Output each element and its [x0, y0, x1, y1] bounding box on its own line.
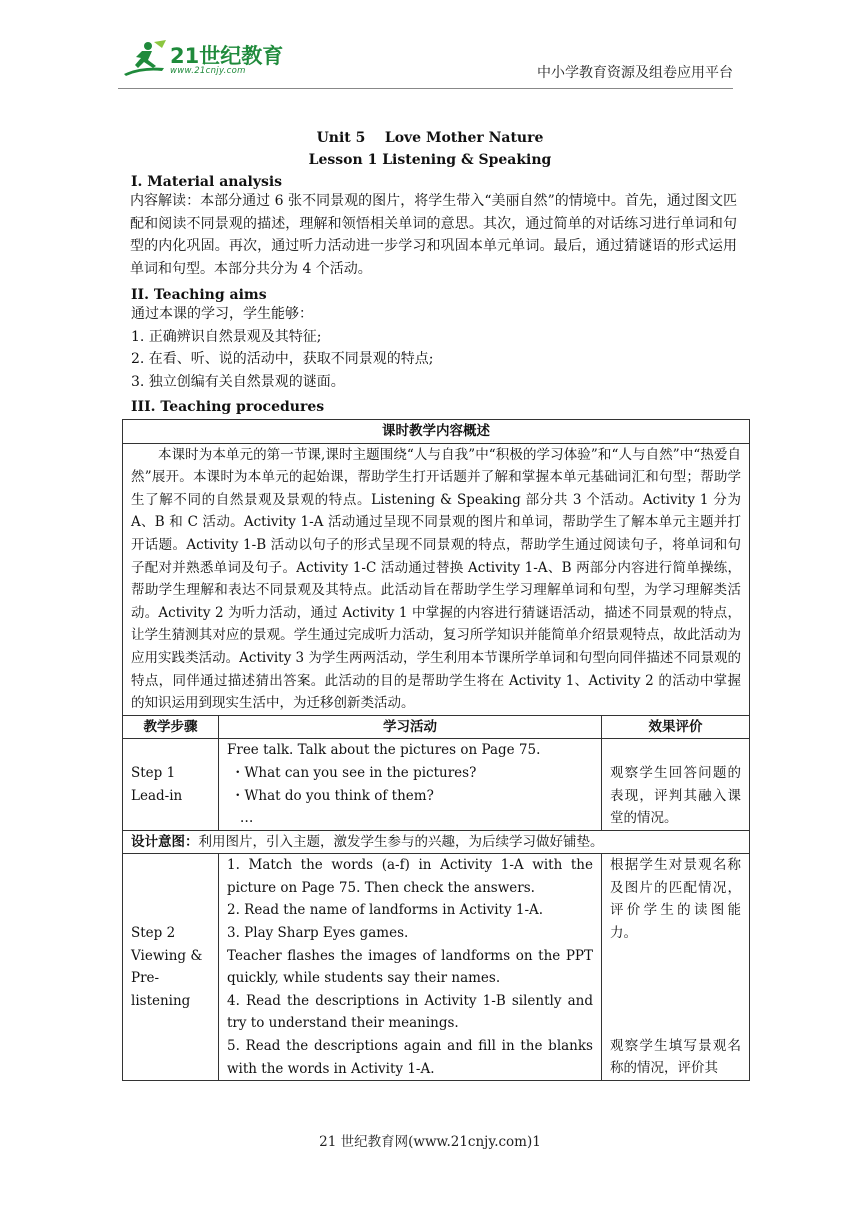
table-row	[123, 443, 750, 715]
overview-body: 本课时为本单元的第一节课,课时主题围绕“人与自我”中“积极的学习体验”和“人与自然”中“热爱自然”展开。本课时为本单元的起始课，帮助学生打开话题并了解和掌握本单元基础词汇和句型；帮助学生了解不同的自然景观及景观的特点。Listening & Speaking 部分共 3 个活动。Activity 1 分为 A、B 和 C 活动。Activity 1-A 活动通过呈现不同景观的图片和单词，帮助学生了解本单元主题并打开话题。Activity 1-B 活动以句子的形式呈现不同景观的特点，帮助学生通过阅读句子，将单词和句子配对并熟悉单词及句子。Activity 1-C 活动通过替换 Activity 1-A、B 两部分内容进行简单操练，帮助学生理解和表达不同景观及其特点。此活动旨在帮助学生学习理解单词和句型，为学习理解类活动。Activity 2 为听力活动，通过 Activity 1 中掌握的内容进行猜谜语活动，描述不同景观的特点，让学生猜测其对应的景观。学生通过完成听力活动，复习所学知识并能简单介绍景观特点，故此活动为应用实践类活动。Activity 3 为学生两两活动，学生利用本节课所学单词和句型向同伴描述不同景观的特点，同伴通过描述猜出答案。此活动的目的是帮助学生将在 Activity 1、Activity 2 的活动中掌握的知识运用到现实生活中，为迁移创新类活动。	[123, 443, 750, 715]
header-divider	[118, 88, 733, 89]
table-row	[123, 420, 750, 444]
evaluation-text: 观察学生填写景观名称的情况，评价其	[610, 1037, 742, 1077]
aim-item: 2. 在看、听、说的活动中，获取不同景观的特点;	[131, 351, 434, 367]
activity-cell	[219, 739, 602, 830]
header-platform-name: 中小学教育资源及组卷应用平台	[537, 65, 733, 81]
column-header: 学习活动	[219, 715, 602, 739]
column-header: 效果评价	[602, 715, 750, 739]
lesson-title: Lesson 1 Listening & Speaking	[308, 152, 552, 168]
section-heading: III. Teaching procedures	[131, 399, 325, 415]
evaluation-cell	[602, 854, 750, 1081]
section-heading: I. Material analysis	[131, 174, 283, 190]
step-label: Step 2	[131, 925, 176, 942]
activity-line: 5. Read the descriptions again and fill in the blanks with the words in Activity 1-A.	[227, 1038, 593, 1077]
activity-cell	[219, 854, 602, 1081]
runner-logo-icon	[118, 38, 170, 82]
design-intent-label: 设计意图：	[131, 833, 199, 850]
aim-item: 1. 正确辨识自然景观及其特征;	[131, 328, 322, 345]
evaluation-text: 根据学生对景观名称及图片的匹配情况，评价学生的读图能力。	[610, 857, 742, 942]
activity-line: Free talk. Talk about the pictures on Page 75.	[227, 742, 541, 759]
design-intent-cell	[123, 830, 750, 854]
activity-line: 3. Play Sharp Eyes games.	[227, 925, 409, 942]
section-paragraph: 内容解读：本部分通过 6 张不同景观的图片，将学生带入“美丽自然”的情境中。首先，通过图文匹配和阅读不同景观的描述，理解和领悟相关单词的意思。其次，通过简单的对话练习进行单词和句型的内化巩固。再次，通过听力活动进一步学习和巩固本单元单词。最后，通过猜谜语的形式运用单词和句型。本部分共分为 4 个活动。	[130, 193, 737, 277]
table-row	[123, 739, 750, 830]
table-row	[123, 830, 750, 854]
section-heading: II. Teaching aims	[131, 287, 267, 303]
activity-line: …	[227, 810, 254, 827]
overview-title: 课时教学内容概述	[123, 420, 750, 444]
activity-line: ・What can you see in the pictures?	[231, 764, 477, 781]
activity-line: 1. Match the words (a-f) in Activity 1-A with the picture on Page 75. Then check the answers.	[227, 857, 593, 896]
step-label: Pre-listening	[131, 970, 191, 1009]
activity-line: ・What do you think of them?	[231, 787, 434, 804]
unit-title: Unit 5 Love Mother Nature	[316, 130, 544, 146]
logo-url: www.21cnjy.com	[170, 66, 246, 76]
aims-intro: 通过本课的学习，学生能够：	[131, 306, 313, 322]
step-label: Viewing &	[131, 947, 203, 964]
activity-line: 4. Read the descriptions in Activity 1-B silently and try to understand their meanings.	[227, 992, 593, 1032]
evaluation-cell: 观察学生回答问题的表现，评判其融入课堂的情况。	[602, 739, 750, 830]
column-header: 教学步骤	[123, 715, 219, 739]
activity-line: Teacher flashes the images of landforms on the PPT quickly, while students say their names.	[227, 947, 593, 987]
activity-line: 2. Read the name of landforms in Activity 1-A.	[227, 902, 544, 919]
step-cell	[123, 739, 219, 830]
teaching-aims-section	[131, 287, 737, 393]
step-label: Step 1	[131, 764, 176, 781]
material-analysis-section	[131, 174, 737, 280]
teaching-procedures-heading-wrap	[131, 399, 737, 415]
table-row	[123, 854, 750, 1081]
page-footer: 21 世纪教育网(www.21cnjy.com)1	[319, 1134, 541, 1150]
table-header-row	[123, 715, 750, 739]
design-intent-text: 利用图片，引入主题，激发学生参与的兴趣，为后续学习做好铺垫。	[198, 833, 604, 850]
step-cell	[123, 854, 219, 1081]
aim-item: 3. 独立创编有关自然景观的谜面。	[131, 373, 345, 390]
logo	[118, 38, 288, 82]
page-header	[118, 36, 733, 84]
step-label: Lead-in	[131, 787, 183, 804]
procedures-table	[122, 419, 750, 1081]
logo-text: 21世纪教育	[170, 44, 284, 68]
